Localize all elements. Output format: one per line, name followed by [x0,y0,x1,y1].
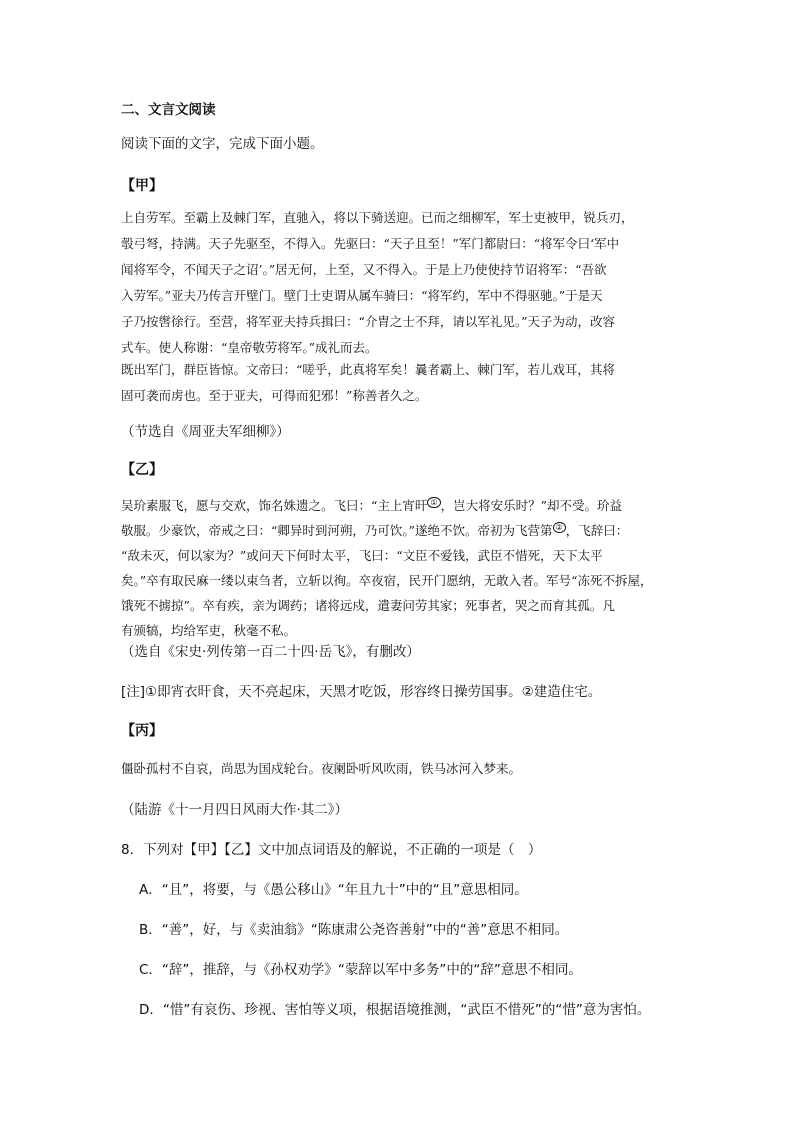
passage-yi-source: （选自《宋史·列传第一百二十四·岳飞》，有删改） [121,644,420,660]
passage-line [121,518,661,543]
note-mark-2: ② [553,522,566,533]
passage-yi-label: 【乙】 [121,462,163,478]
passage-line: 上自劳军。至霸上及棘门军，直驰入，将以下骑送迎。已而之细柳军，军士吏被甲，锐兵刃， [121,210,634,225]
passage-jia-source: （节选自《周亚夫军细柳》） [121,424,290,440]
passage-line: 子乃按辔徐行。至营，将军亚夫持兵揖曰：“介胄之士不拜，请以军礼见。”天子为动，改容 [121,314,616,329]
passage-line [121,493,661,518]
passage-segment: 饿死不掳掠”。卒有疾，亲为调药；诸将远戍，遣妻问劳其家；死事者，哭之而育其孤。凡 [121,598,615,613]
question-option-c: C．“辞”，推辞，与《孙权劝学》“蒙辞以军中多务”中的“辞”意思不相同。 [139,962,582,978]
passage-line: 闻将军令，不闻天子之诏’。”居无何，上至，又不得入。于是上乃使使持节诏将军：“吾欲 [121,262,607,277]
passage-line: 式车。使人称谢：“皇帝敬劳将军。”成礼而去。 [121,340,378,355]
passage-bing-label: 【丙】 [121,723,163,739]
passage-line: 入劳军。”亚夫乃传言开壁门。壁门士吏谓从属车骑曰：“将军约，军中不得驱驰。”于是天 [121,288,603,303]
passage-segment: 吴玠素服飞，愿与交欢，饰名姝遗之。飞曰：“主上宵旰 [121,498,428,513]
passage-line: 既出军门，群臣皆惊。文帝曰：“嗟乎，此真将军矣！曩者霸上、棘门军，若儿戏耳，其将 [121,362,615,377]
underlined-phrase-2 [386,568,561,593]
passage-segment: 敬服。少豪饮，帝戒之曰：“卿异时到河朔，乃可饮。”遂绝不饮。帝初为飞营第 [121,523,553,538]
passage-jia-para1 [121,205,661,361]
poem-line: 僵卧孤村不自哀，尚思为国戍轮台。夜阑卧听风吹雨，铁马冰河入梦来。 [121,761,522,776]
passage-bing-source: （陆游《十一月四日风雨大作·其二》） [121,802,349,818]
passage-jia-para2 [121,357,661,409]
passage-line [121,593,661,618]
passage-bing-poem [121,756,661,782]
passage-segment: “敌未灭，何以家为？”或问天下何时太平，飞曰：“文臣不爱钱，武臣不惜死，天下太平 [121,548,603,563]
instruction-text: 阅读下面的文字，完成下面小题。 [121,136,324,152]
passage-segment: 有颁犒，均给军吏，秋毫不私。 [121,623,297,638]
question-stem: 8．下列对【甲】【乙】文中加点词语及的解说，不正确的一项是（ ） [121,842,542,858]
passage-line: 彀弓弩，持满。天子先驱至，不得入。先驱曰：“天子且至！”军门都尉曰：“将军令曰‘军中 [121,236,620,251]
passage-segment: ，飞辞曰： [565,523,629,538]
passage-jia-label: 【甲】 [121,178,163,194]
underlined-phrase-1 [121,543,234,568]
question-option-a: A．“且”，将要，与《愚公移山》“年且九十”中的“且”意思相同。 [139,882,528,898]
passage-segment: ，岂大将安乐时？”却不受。玠益 [440,498,622,513]
section-title: 二、文言文阅读 [121,102,216,118]
passage-line [121,618,661,643]
passage-line: 固可袭而虏也。至于亚夫，可得而犯邪！”称善者久之。 [121,388,428,403]
question-option-d: D．“惜”有哀伤、珍视、害怕等义项，根据语境推测，“武臣不惜死”的“惜”意为害怕。 [139,1002,651,1018]
note-mark-1: ① [427,497,440,508]
passage-yi-note: [注]①即宵衣旰食，天不亮起床，天黑才吃饭，形容终日操劳国事。②建造住宅。 [121,684,602,700]
passage-segment: 矣。”卒有取民麻一缕以束刍者，立斩以徇。卒夜宿，民开门愿纳，无敢入者。军号“冻死不拆屋， [121,573,653,588]
question-option-b: B．“善”，好，与《卖油翁》“陈康肃公尧咨善射”中的“善”意思不相同。 [139,922,569,938]
